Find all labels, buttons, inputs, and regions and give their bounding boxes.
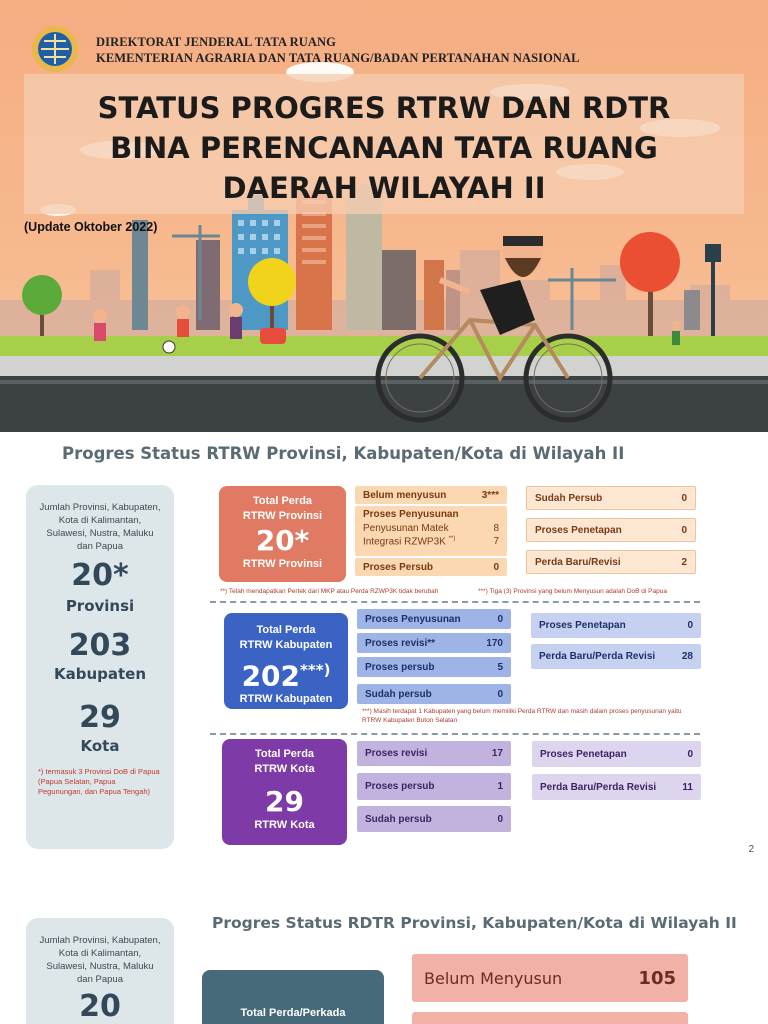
- total-perda-provinsi-card: [219, 486, 346, 582]
- kabupaten-label: Kabupaten: [53, 665, 147, 683]
- row-label: Perda Baru/Perda Revisi: [540, 781, 657, 793]
- sudah-persub-row: [526, 486, 696, 510]
- card-label: Total Perda: [252, 495, 313, 507]
- card-sublabel: RTRW Kabupaten: [239, 693, 333, 706]
- row-label: Proses persub: [365, 781, 435, 792]
- row-value: 0: [497, 688, 503, 700]
- organization-name: [96, 34, 580, 66]
- rdtr-belum-menyusun-row: [412, 954, 688, 1002]
- rdtr-total-card: [202, 970, 384, 1024]
- row-value: 0: [493, 561, 499, 573]
- rdtr-provinsi-count: 20: [79, 989, 121, 1024]
- perda-baru-row: [526, 550, 696, 574]
- row-value: 8: [493, 523, 499, 534]
- kota-proses-revisi-row: [357, 741, 511, 766]
- provinsi-footnote-1: **) Telah mendapatkan Pertek dari MKP atau Perda RZWP3K tidak berubah: [220, 588, 439, 595]
- proses-persub-row: [355, 558, 507, 576]
- total-perda-kota-card: [222, 739, 347, 845]
- row-label: Belum Menyusun: [424, 968, 563, 988]
- provinsi-label: Provinsi: [65, 597, 135, 615]
- row-value: 0: [687, 748, 693, 760]
- card-label: Total Perda: [256, 624, 316, 636]
- row-value: 17: [491, 748, 503, 759]
- title-line-2: BINA PERENCANAAN TATA RUANG: [110, 131, 658, 165]
- divider: [210, 601, 700, 603]
- title-line-3: DAERAH WILAYAH II: [222, 171, 546, 205]
- row-label: Penyusunan Matek: [363, 523, 449, 534]
- kabupaten-count: 203: [68, 628, 132, 663]
- kab-perda-baru-row: [531, 644, 701, 669]
- rtrw-section-title: Progres Status RTRW Provinsi, Kabupaten/Kota di Wilayah II: [62, 444, 625, 463]
- divider: [210, 733, 700, 735]
- rzwp3k-row: [363, 536, 499, 547]
- kota-perda-baru-row: [532, 774, 701, 800]
- row-label: Proses Penetapan: [540, 748, 627, 760]
- kab-proses-persub-row: [357, 657, 511, 677]
- rdtr-next-row: [412, 1012, 688, 1024]
- row-footnote-mark: **): [448, 536, 456, 542]
- card-label: RTRW Kabupaten: [239, 639, 333, 651]
- card-label: Total Perda: [254, 748, 315, 760]
- row-value: 2: [681, 556, 687, 568]
- update-date: (Update Oktober 2022): [24, 220, 158, 234]
- row-value: 170: [486, 637, 503, 649]
- page-title: [24, 88, 744, 208]
- card-label: Total Perda/Perkada: [240, 1007, 346, 1019]
- rdtr-section-title: Progres Status RDTR Provinsi, Kabupaten/Kota di Wilayah II: [212, 914, 737, 932]
- kabupaten-footnote: ***) Masih terdapat 1 Kabupaten yang belum memiliki Perda RTRW dan masih dalam proses penyusunan yaitu RTRW Kabupaten Buton Selatan: [362, 708, 682, 724]
- rtrw-summary-card: [26, 485, 174, 849]
- card-sublabel: RTRW Kota: [254, 819, 315, 831]
- row-label: Proses Penetapan: [539, 620, 626, 631]
- kota-proses-penetapan-row: [532, 741, 701, 767]
- provinsi-footnote-2: ***) Tiga (3) Provinsi yang belum Menyusun adalah DoB di Papua: [478, 588, 667, 595]
- row-label: Proses persub: [365, 661, 435, 673]
- row-label: Belum menyusun: [363, 489, 447, 501]
- row-label: Proses Penyusunan: [365, 613, 461, 625]
- kota-proses-persub-row: [357, 773, 511, 800]
- total-kota-number: 29: [265, 785, 304, 818]
- proses-penyusunan-group: [355, 506, 507, 556]
- kab-proses-penyusunan-row: [357, 609, 511, 629]
- row-value: 0: [497, 613, 503, 625]
- row-value: 105: [638, 967, 676, 989]
- row-label: Sudah Persub: [535, 492, 603, 504]
- row-value: 0: [681, 524, 687, 536]
- row-value: 3***: [481, 489, 499, 501]
- row-label: Sudah persub: [365, 813, 432, 825]
- total-provinsi-number: 20*: [255, 524, 310, 557]
- kab-proses-penetapan-row: [531, 613, 701, 638]
- row-label: Integrasi RZWP3K: [363, 536, 446, 548]
- kab-sudah-persub-row: [357, 684, 511, 704]
- total-footnote-mark: ***): [300, 661, 331, 679]
- row-value: 0: [687, 620, 693, 631]
- card-label: RTRW Kota: [254, 763, 315, 775]
- row-value: 5: [497, 661, 503, 673]
- kota-sudah-persub-row: [357, 806, 511, 832]
- row-label: Proses revisi**: [365, 637, 436, 649]
- group-title: Proses Penyusunan: [363, 509, 459, 520]
- page-number: 2: [748, 844, 754, 855]
- summary-footnote: *) termasuk 3 Provinsi DoB di Papua (Papua Selatan, Papua Pegunungan, dan Papua Tengah): [38, 767, 160, 796]
- row-label: Perda Baru/Perda Revisi: [539, 651, 656, 662]
- total-kabupaten-number: 202: [241, 659, 301, 693]
- total-perda-kabupaten-card: [224, 613, 348, 709]
- row-label: Sudah persub: [365, 688, 432, 700]
- header-banner: [0, 0, 768, 432]
- belum-menyusun-row: [355, 486, 507, 504]
- rdtr-summary-card: [26, 918, 174, 1024]
- card-sublabel: RTRW Provinsi: [242, 558, 323, 570]
- row-value: 0: [681, 492, 687, 504]
- summary-intro: Jumlah Provinsi, Kabupaten, Kota di Kalimantan, Sulawesi, Nustra, Maluku dan Papua: [39, 502, 161, 552]
- row-value: 1: [497, 781, 503, 792]
- kab-proses-revisi-row: [357, 633, 511, 653]
- row-value: 7: [493, 536, 499, 547]
- title-line-1: STATUS PROGRES RTRW DAN RDTR: [97, 91, 671, 125]
- row-label: Proses Persub: [363, 561, 434, 573]
- row-label: Perda Baru/Revisi: [535, 556, 621, 568]
- summary-intro: Jumlah Provinsi, Kabupaten, Kota di Kalimantan, Sulawesi, Nustra, Maluku dan Papua: [39, 935, 161, 985]
- card-label: RTRW Provinsi: [242, 510, 323, 522]
- kota-label: Kota: [80, 737, 120, 755]
- ministry-logo: [30, 24, 80, 74]
- org-line-2: KEMENTERIAN AGRARIA DAN TATA RUANG/BADAN PERTANAHAN NASIONAL: [96, 51, 580, 65]
- proses-penetapan-row: [526, 518, 696, 542]
- kota-count: 29: [79, 700, 121, 735]
- row-label: Proses revisi: [365, 748, 428, 759]
- matek-row: [363, 523, 499, 534]
- row-value: 28: [681, 651, 693, 662]
- provinsi-count: 20*: [71, 558, 129, 593]
- row-value: 0: [497, 813, 503, 825]
- org-line-1: DIREKTORAT JENDERAL TATA RUANG: [96, 35, 336, 49]
- row-label: Proses Penetapan: [535, 524, 622, 536]
- row-value: 11: [682, 781, 693, 793]
